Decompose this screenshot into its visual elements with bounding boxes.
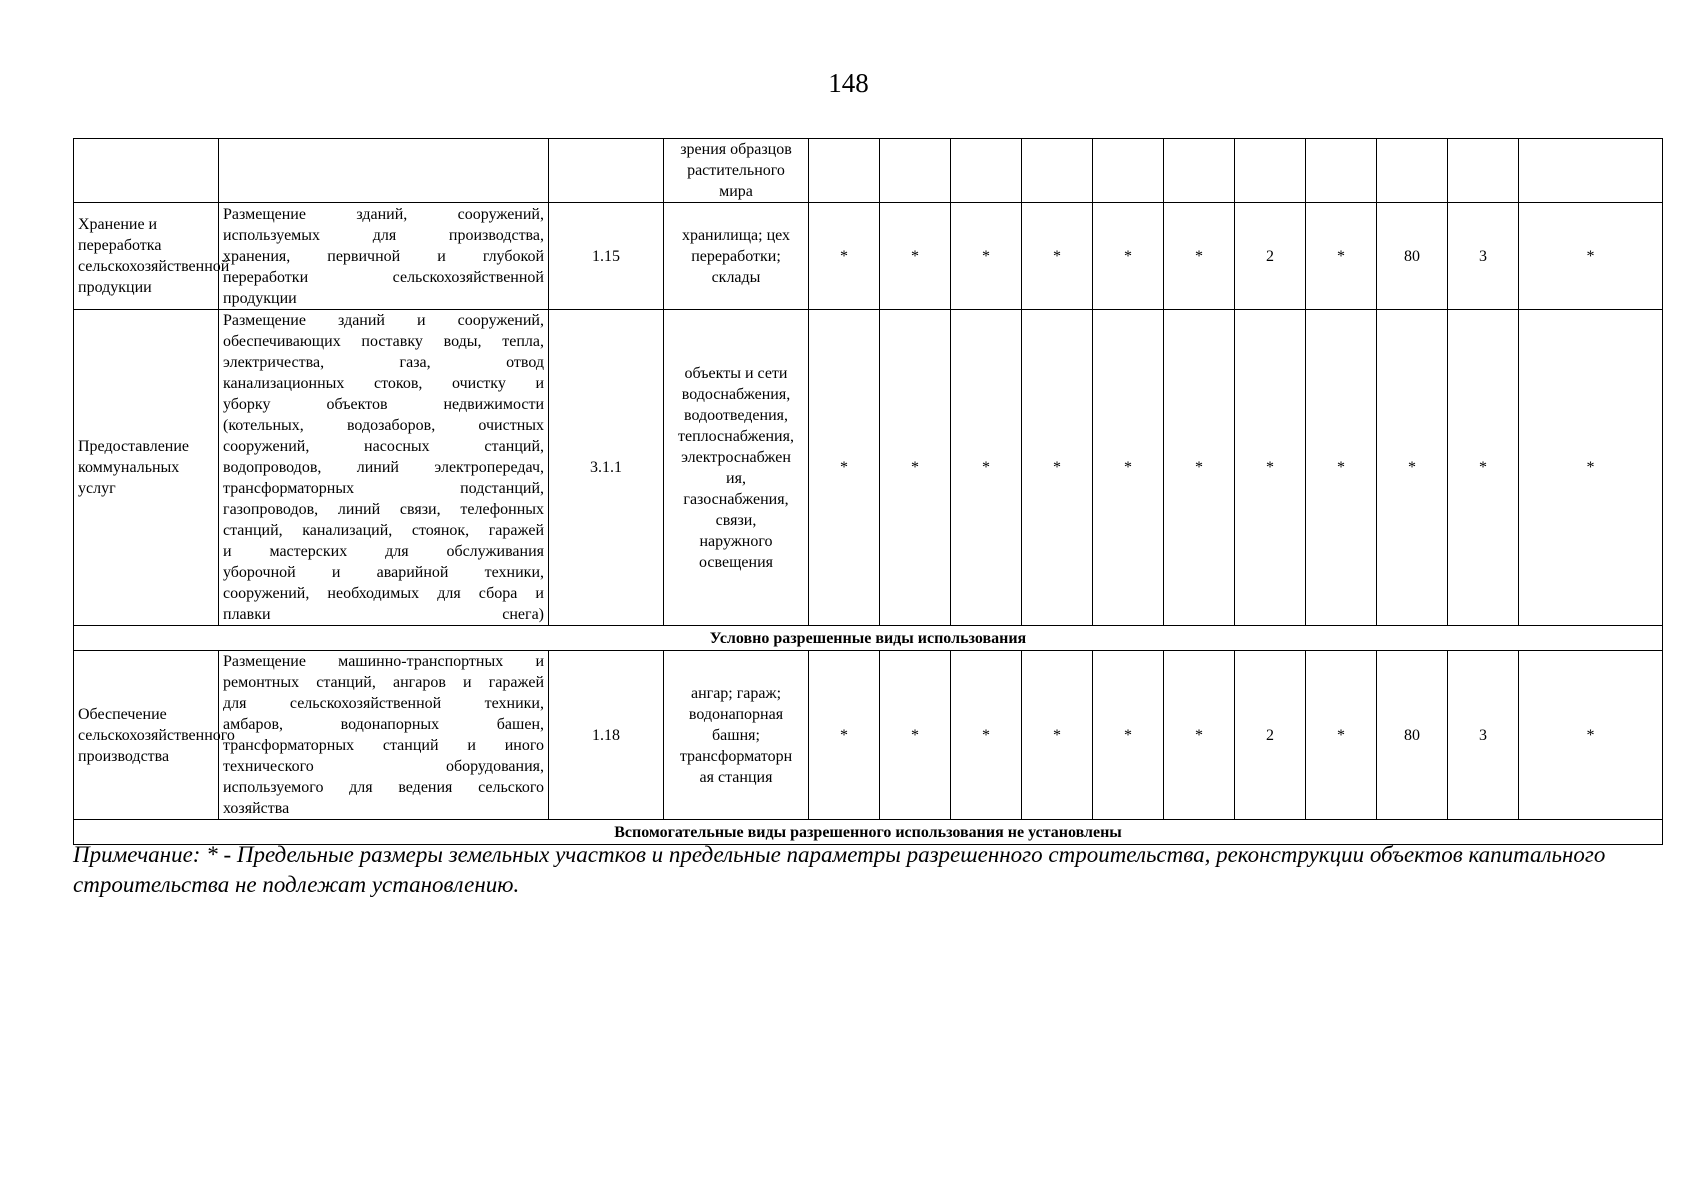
objects-line: трансформаторн	[679, 747, 793, 765]
description-line: используемых для производства,	[223, 226, 544, 244]
use-description-cell	[219, 310, 549, 626]
description-line: амбаров, водонапорных башен,	[223, 716, 544, 733]
objects-line: ия,	[726, 469, 746, 487]
objects-line: растительного	[687, 162, 785, 179]
objects-line: наружного	[699, 532, 773, 550]
parameter-cell	[1235, 139, 1306, 203]
parameter-cell	[809, 139, 880, 203]
parameter-cell: *	[809, 310, 880, 626]
parameter-cell: *	[1164, 651, 1235, 820]
parameter-cell: *	[1519, 203, 1663, 310]
description-line: хозяйства	[223, 800, 290, 817]
parameter-cell: *	[1235, 310, 1306, 626]
description-line: технического оборудования,	[223, 758, 544, 775]
section-row	[74, 626, 1663, 651]
objects-cell	[664, 651, 809, 820]
description-line: уборочной и аварийной техники,	[223, 564, 544, 581]
description-line: Размещение зданий и сооружений,	[223, 312, 544, 329]
use-name-cell: Обеспечение сельскохозяйственного производства	[74, 651, 219, 820]
objects-line: электроснабжен	[681, 448, 791, 466]
use-code-cell: 3.1.1	[549, 310, 664, 626]
use-description-cell	[219, 651, 549, 820]
objects-line: освещения	[699, 553, 773, 571]
table-row	[74, 310, 1663, 626]
objects-line: теплоснабжения,	[678, 427, 794, 445]
use-name-cell	[74, 139, 219, 203]
parameter-cell	[951, 139, 1022, 203]
parameter-cell: *	[1519, 651, 1663, 820]
description-line: канализационных стоков, очистку и	[223, 375, 544, 392]
parameter-cell	[1448, 139, 1519, 203]
objects-line: объекты и сети	[684, 364, 788, 382]
parameter-cell	[1164, 139, 1235, 203]
parameter-cell: *	[1022, 651, 1093, 820]
parameter-cell: *	[1519, 310, 1663, 626]
parameter-cell: 2	[1235, 203, 1306, 310]
objects-line: башня;	[712, 726, 760, 744]
description-line: Размещение зданий, сооружений,	[223, 205, 544, 223]
parameter-cell: *	[1164, 203, 1235, 310]
section-heading-conditional: Условно разрешенные виды использования	[74, 626, 1663, 651]
parameter-cell: *	[1093, 651, 1164, 820]
objects-line: мира	[719, 183, 753, 200]
parameter-cell	[1519, 139, 1663, 203]
description-line: водопроводов, линий электропередач,	[223, 459, 544, 476]
description-line: хранения, первичной и глубокой	[223, 247, 544, 265]
description-line: и мастерских для обслуживания	[223, 543, 544, 560]
parameter-cell: *	[809, 651, 880, 820]
description-line: сооружений, необходимых для сбора и	[223, 585, 544, 602]
description-line: газопроводов, линий связи, телефонных	[223, 501, 544, 518]
objects-line: водоснабжения,	[681, 385, 791, 403]
parameter-cell: *	[880, 203, 951, 310]
use-code-cell	[549, 139, 664, 203]
objects-line: газоснабжения,	[683, 490, 789, 508]
parameter-cell: *	[1093, 203, 1164, 310]
objects-cell	[664, 139, 809, 203]
parameter-cell: *	[880, 310, 951, 626]
parameter-cell: *	[951, 310, 1022, 626]
description-line: обеспечивающих поставку воды, тепла,	[223, 333, 544, 350]
description-line: электричества, газа, отвод	[223, 354, 544, 371]
page-number: 148	[828, 68, 869, 98]
objects-cell	[664, 203, 809, 310]
table-row	[74, 203, 1663, 310]
description-line: трансформаторных подстанций,	[223, 480, 544, 497]
parameter-cell: *	[1306, 651, 1377, 820]
objects-line: водоотведения,	[684, 406, 788, 424]
parameter-cell	[880, 139, 951, 203]
description-line: для сельскохозяйственной техники,	[223, 695, 544, 712]
use-name-cell: Хранение и переработка сельскохозяйственной продукции	[74, 203, 219, 310]
description-line: используемого для ведения сельского	[223, 779, 544, 796]
use-description-cell	[219, 203, 549, 310]
description-line: плавки снега)	[223, 606, 544, 623]
parameter-cell: *	[1306, 310, 1377, 626]
objects-line: хранилища; цех	[681, 226, 791, 244]
footnote: Примечание: * - Предельные размеры земельных участков и предельные параметры разрешенного строительства, реконструкции объектов капитального строительства не подлежат установлению.	[73, 842, 1606, 897]
parameter-cell: *	[1164, 310, 1235, 626]
objects-line: ангар; гараж;	[690, 684, 782, 702]
parameter-cell: *	[1093, 310, 1164, 626]
parameter-cell: *	[951, 651, 1022, 820]
land-use-table	[73, 138, 1663, 845]
objects-line: ая станция	[699, 768, 773, 786]
description-line: переработки сельскохозяйственной	[223, 268, 544, 286]
description-line: станций, канализаций, стоянок, гаражей	[223, 522, 544, 539]
parameter-cell: 2	[1235, 651, 1306, 820]
table-row	[74, 139, 1663, 203]
description-line: Размещение машинно-транспортных и	[223, 653, 544, 670]
objects-line: водонапорная	[688, 705, 784, 723]
description-line: продукции	[223, 289, 297, 307]
parameter-cell: *	[1022, 310, 1093, 626]
table-body	[74, 139, 1663, 845]
objects-line: зрения образцов	[680, 141, 792, 158]
parameter-cell	[1093, 139, 1164, 203]
parameter-cell	[1377, 139, 1448, 203]
table-row	[74, 651, 1663, 820]
parameter-cell: *	[1377, 310, 1448, 626]
description-line: трансформаторных станций и иного	[223, 737, 544, 754]
use-description-cell	[219, 139, 549, 203]
parameter-cell: *	[951, 203, 1022, 310]
description-line: (котельных, водозаборов, очистных	[223, 417, 544, 434]
description-line: сооружений, насосных станций,	[223, 438, 544, 455]
objects-line: переработки;	[691, 247, 781, 265]
parameter-cell: *	[1022, 203, 1093, 310]
description-line: ремонтных станций, ангаров и гаражей	[223, 674, 544, 691]
parameter-cell: 80	[1377, 651, 1448, 820]
parameter-cell: 80	[1377, 203, 1448, 310]
parameter-cell: *	[809, 203, 880, 310]
use-code-cell: 1.18	[549, 651, 664, 820]
objects-line: склады	[711, 268, 761, 286]
parameter-cell: 3	[1448, 203, 1519, 310]
objects-cell	[664, 310, 809, 626]
objects-line: связи,	[715, 511, 757, 529]
parameter-cell	[1306, 139, 1377, 203]
use-code-cell: 1.15	[549, 203, 664, 310]
description-line: уборку объектов недвижимости	[223, 396, 544, 413]
parameter-cell: 3	[1448, 651, 1519, 820]
parameter-cell: *	[1306, 203, 1377, 310]
parameter-cell	[1022, 139, 1093, 203]
parameter-cell: *	[880, 651, 951, 820]
use-name-cell: Предоставление коммунальных услуг	[74, 310, 219, 626]
parameter-cell: *	[1448, 310, 1519, 626]
section-heading-auxiliary: Вспомогательные виды разрешенного использования не установлены	[74, 820, 1663, 845]
